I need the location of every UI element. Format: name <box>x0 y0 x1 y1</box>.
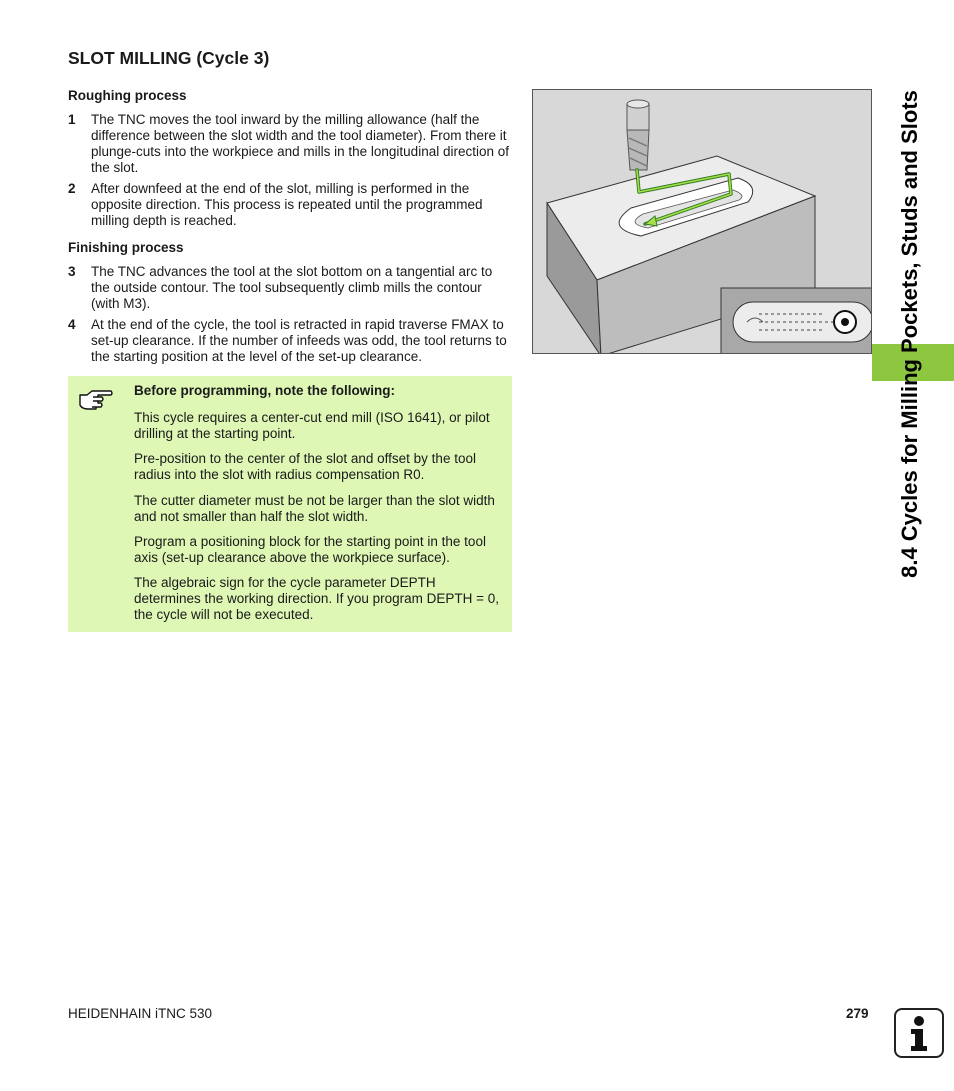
finishing-heading: Finishing process <box>68 240 184 255</box>
step-number: 3 <box>68 264 76 279</box>
note-paragraph: Pre-position to the center of the slot and offset by the tool radius into the slot with radius compensation R0. <box>134 451 476 482</box>
step-number: 2 <box>68 181 76 196</box>
note-paragraph: This cycle requires a center-cut end mill (ISO 1641), or pilot drilling at the starting point. <box>134 410 490 441</box>
end-mill-tool <box>627 100 649 170</box>
footer-product: HEIDENHAIN iTNC 530 <box>68 1006 213 1021</box>
chapter-sidebar-title: 8.4 Cycles for Milling Pockets, Studs and Slots <box>897 90 922 578</box>
section-title: SLOT MILLING (Cycle 3) <box>68 48 270 68</box>
step-text: The TNC moves the tool inward by the milling allowance (half the difference between the slot width and the tool diameter). From there it plunge-cuts into the workpiece and mills in the longitudinal direction of the slot. <box>91 112 509 175</box>
info-icon <box>894 1008 944 1058</box>
step-number: 4 <box>68 317 76 332</box>
step-number: 1 <box>68 112 76 127</box>
step-text: After downfeed at the end of the slot, milling is performed in the opposite direction. This process is repeated until the programmed milling depth is reached. <box>91 181 483 228</box>
info-glyph <box>896 1010 942 1056</box>
slot-milling-figure <box>533 90 871 353</box>
note-title: Before programming, note the following: <box>134 383 395 398</box>
note-paragraph: The cutter diameter must be not be larger than the slot width and not smaller than half the slot width. <box>134 493 495 524</box>
note-paragraph: Program a positioning block for the starting point in the tool axis (set-up clearance above the workpiece surface). <box>134 534 486 565</box>
step-text: At the end of the cycle, the tool is retracted in rapid traverse FMAX to set-up clearance. If the number of infeeds was odd, the tool returns to the starting position at the level of the set-up clearance. <box>91 317 507 364</box>
slot-milling-illustration <box>532 89 872 354</box>
page-number: 279 <box>846 1006 869 1021</box>
inset-top-view <box>721 288 871 353</box>
note-paragraph: The algebraic sign for the cycle parameter DEPTH determines the working direction. If you program DEPTH = 0, the cycle will not be executed. <box>134 575 500 622</box>
note-box <box>68 376 512 632</box>
step-text: The TNC advances the tool at the slot bottom on a tangential arc to the outside contour. The tool subsequently climb mills the contour (with M3). <box>91 264 493 311</box>
roughing-heading: Roughing process <box>68 88 187 103</box>
pointing-hand-icon <box>78 387 114 411</box>
